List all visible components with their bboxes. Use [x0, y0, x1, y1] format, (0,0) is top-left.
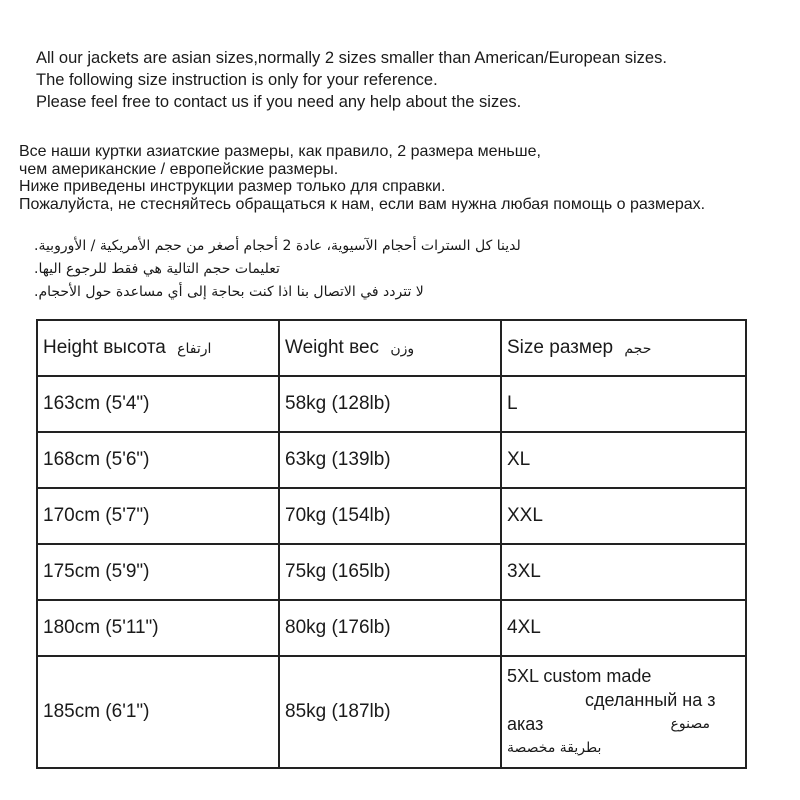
cell-height: 180cm (5'11")	[37, 600, 279, 656]
header-height	[37, 320, 279, 376]
intro-en-line: Please feel free to contact us if you need any help about the sizes.	[36, 93, 522, 111]
header-weight	[279, 320, 501, 376]
cell-weight: 70kg (154lb)	[279, 488, 501, 544]
intro-ru-line: чем американские / европейские размеры.	[19, 160, 339, 178]
intro-english	[36, 47, 667, 113]
size-table	[36, 319, 747, 769]
cell-height: 168cm (5'6")	[37, 432, 279, 488]
table-row	[37, 656, 746, 768]
intro-en-line: The following size instruction is only for your reference.	[36, 71, 438, 89]
cell-weight: 58kg (128lb)	[279, 376, 501, 432]
table-row	[37, 376, 746, 432]
intro-ar-line: تعليمات حجم التالية هي فقط للرجوع اليها.	[34, 261, 280, 277]
cell-size: XL	[501, 432, 746, 488]
cell-size: 3XL	[501, 544, 746, 600]
intro-ar-line: لا تتردد في الاتصال بنا اذا كنت بحاجة إلى أي مساعدة حول الأحجام.	[34, 284, 424, 300]
cell-height: 163cm (5'4")	[37, 376, 279, 432]
header-size	[501, 320, 746, 376]
cell-weight: 85kg (187lb)	[279, 656, 501, 768]
intro-arabic	[34, 235, 674, 304]
cell-height: 175cm (5'9")	[37, 544, 279, 600]
intro-ru-line: Ниже приведены инструкции размер только для справки.	[19, 178, 446, 195]
intro-en-line: All our jackets are asian sizes,normally 2 sizes smaller than American/European sizes.	[36, 49, 667, 67]
intro-ar-line: لدينا كل السترات أحجام الآسيوية، عادة 2 أحجام أصغر من حجم الأمريكية / الأوروبية.	[34, 238, 521, 254]
header-weight-en: Weight	[285, 337, 344, 358]
header-height-ar: ارتفاع	[177, 341, 212, 357]
intro-russian	[19, 143, 705, 213]
table-row	[37, 600, 746, 656]
header-height-en: Height	[43, 337, 98, 358]
intro-ru-line: Все наши куртки азиатские размеры, как правило, 2 размера меньше,	[19, 143, 541, 160]
table-row	[37, 432, 746, 488]
cell-weight: 75kg (165lb)	[279, 544, 501, 600]
intro-ru-line: Пожалуйста, не стесняйтесь обращаться к нам, если вам нужна любая помощь о размерах.	[19, 195, 706, 213]
custom-size-ru-2: аказ	[507, 714, 544, 734]
header-weight-ar: وزن	[390, 341, 415, 357]
custom-size-ar-1: مصنوع	[670, 716, 710, 732]
header-weight-ru: вес	[349, 337, 380, 358]
cell-height: 170cm (5'7")	[37, 488, 279, 544]
header-size-ru: размер	[549, 337, 614, 358]
custom-size-line	[507, 712, 740, 736]
cell-size: XXL	[501, 488, 746, 544]
cell-size: 4XL	[501, 600, 746, 656]
custom-size-ru-1: сделанный на з	[585, 690, 716, 710]
custom-size-en: 5XL custom made	[507, 666, 652, 686]
custom-size-note	[507, 664, 740, 760]
table-row	[37, 544, 746, 600]
cell-size-custom	[501, 656, 746, 768]
cell-size: L	[501, 376, 746, 432]
header-size-ar: حجم	[624, 341, 652, 357]
custom-size-ar-2: بطريقة مخصصة	[507, 740, 602, 756]
table-row	[37, 488, 746, 544]
cell-weight: 80kg (176lb)	[279, 600, 501, 656]
table-header-row	[37, 320, 746, 376]
header-size-en: Size	[507, 337, 544, 358]
header-height-ru: высота	[103, 337, 166, 358]
cell-height: 185cm (6'1")	[37, 656, 279, 768]
cell-weight: 63kg (139lb)	[279, 432, 501, 488]
